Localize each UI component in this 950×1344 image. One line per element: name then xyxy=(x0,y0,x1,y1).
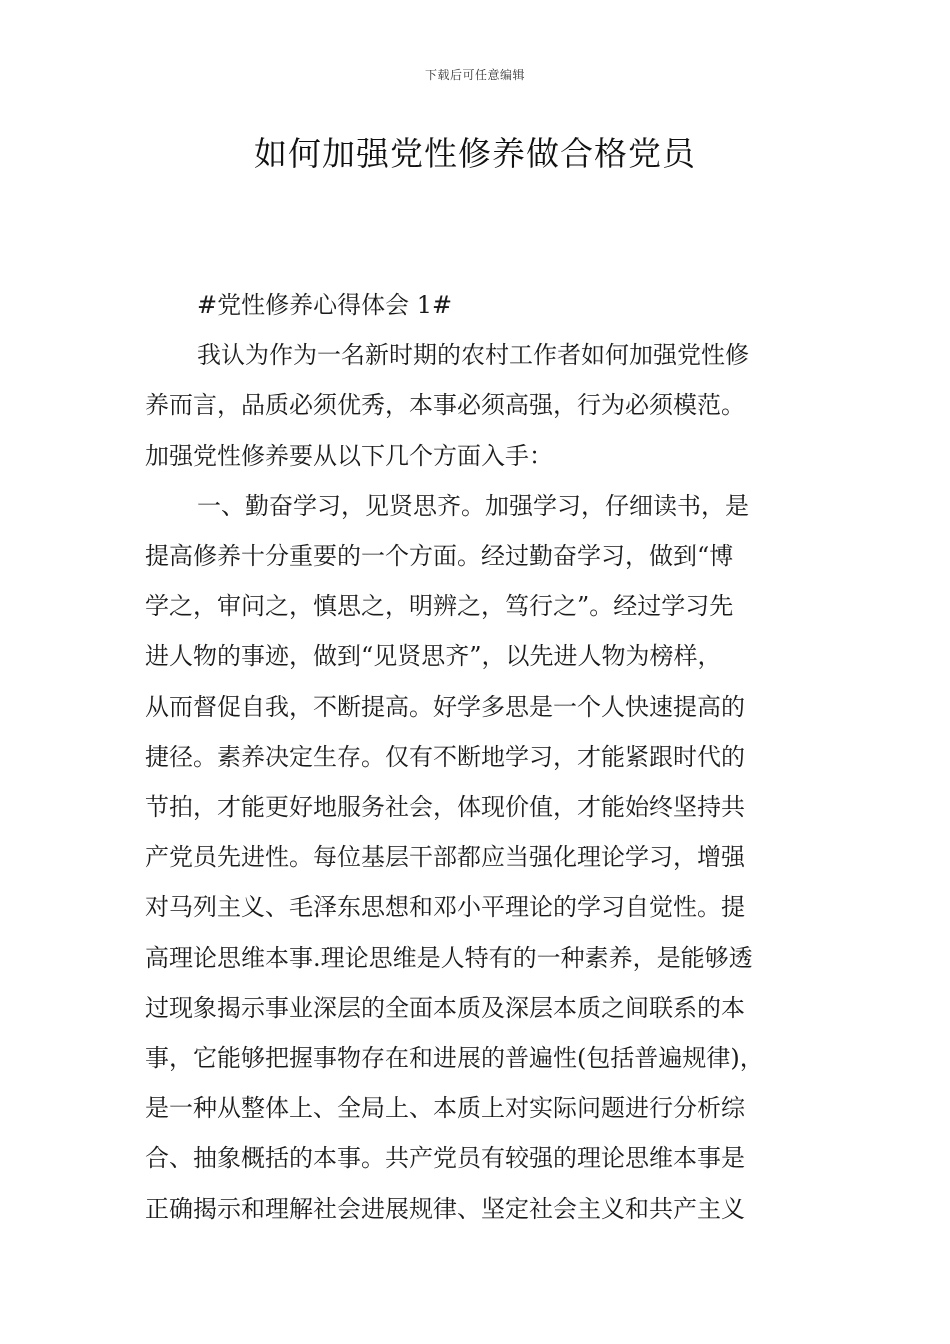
paragraph-line: 我认为作为一名新时期的农村工作者如何加强党性修 xyxy=(197,341,749,370)
paragraph-line: 是一种从整体上、全局上、本质上对实际问题进行分析综 xyxy=(145,1094,745,1123)
section-heading: #党性修养心得体会 1# xyxy=(197,291,453,319)
paragraph-line: 正确揭示和理解社会进展规律、坚定社会主义和共产主义 xyxy=(145,1194,745,1223)
paragraph-line: 合、抽象概括的本事。共产党员有较强的理论思维本事是 xyxy=(145,1144,745,1173)
paragraph-line: 节拍，才能更好地服务社会，体现价值，才能始终坚持共 xyxy=(145,793,745,822)
paragraph-line: 过现象揭示事业深层的全面本质及深层本质之间联系的本 xyxy=(145,993,745,1022)
paragraph-line: 产党员先进性。每位基层干部都应当强化理论学习，增强 xyxy=(145,843,745,872)
paragraph-line: 对马列主义、毛泽东思想和邓小平理论的学习自觉性。提 xyxy=(145,893,745,922)
page-header-note: 下载后可任意编辑 xyxy=(424,68,525,82)
paragraph-line: 高理论思维本事.理论思维是人特有的一种素养，是能够透 xyxy=(145,943,753,972)
document-body xyxy=(145,280,815,1234)
document-title: 如何加强党性修养做合格党员 xyxy=(254,134,696,173)
paragraph-line: 从而督促自我，不断提高。好学多思是一个人快速提高的 xyxy=(145,692,745,721)
paragraph-line: 加强党性修养要从以下几个方面入手： xyxy=(145,441,553,470)
paragraph-line: 一、勤奋学习，见贤思齐。加强学习，仔细读书，是 xyxy=(197,491,749,520)
paragraph-line: 提高修养十分重要的一个方面。经过勤奋学习，做到“博 xyxy=(145,542,734,571)
paragraph-line: 学之，审问之，慎思之，明辨之，笃行之”。经过学习先 xyxy=(145,592,734,621)
paragraph-line: 养而言，品质必须优秀，本事必须高强，行为必须模范。 xyxy=(145,391,745,420)
paragraph-line: 进人物的事迹，做到“见贤思齐”，以先进人物为榜样， xyxy=(145,642,722,671)
paragraph-line: 事，它能够把握事物存在和进展的普遍性(包括普遍规律)， xyxy=(145,1044,764,1073)
paragraph-line: 捷径。素养决定生存。仅有不断地学习，才能紧跟时代的 xyxy=(145,742,745,771)
